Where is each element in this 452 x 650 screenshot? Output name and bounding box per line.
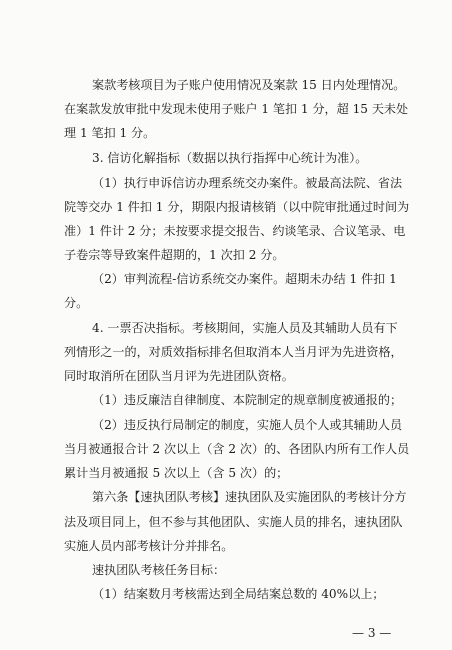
paragraph-line: 3. 信访化解指标（数据以执行指挥中心统计为准）。 (92, 151, 368, 165)
paragraph-line: 理 1 笔扣 1 分。 (64, 126, 156, 140)
paragraph-line: 同时取消所在团队当月评为先进团队资格。 (64, 369, 294, 383)
paragraph-line: 准）1 件计 2 分；未按要求提交报告、约谈笔录、合议笔录、电 (64, 224, 406, 238)
paragraph-line: 分。 (64, 296, 89, 310)
paragraph-line: 当月被通报合计 2 次以上（含 2 次）的、各团队内所有工作人员 (64, 442, 410, 456)
paragraph-line: 实施人员内部考核计分并排名。 (64, 539, 234, 553)
paragraph-line: 累计当月被通报 5 次以上（含 5 次）的； (64, 466, 289, 480)
paragraph-line: （1）结案数月考核需达到全局结案总数的 40%以上； (92, 587, 385, 601)
paragraph-line: （2）违反执行局制定的制度，实施人员个人或其辅助人员 (92, 418, 403, 432)
paragraph-line: 速执团队考核任务目标： (92, 563, 226, 577)
paragraph-line: （1）执行申诉信访办理系统交办案件。被最高法院、省法 (92, 176, 403, 190)
paragraph-line: 4. 一票否决指标。考核期间，实施人员及其辅助人员有下 (92, 321, 398, 335)
paragraph-line: 院等交办 1 件扣 1 分，期限内报请核销（以中院审批通过时间为 (64, 200, 410, 214)
paragraph-line: 第六条【速执团队考核】速执团队及实施团队的考核计分方 (92, 490, 407, 504)
paragraph-line: 子卷宗等导致案件超期的，1 次扣 2 分。 (64, 248, 285, 262)
paragraph-line: 法及项目同上，但不参与其他团队、实施人员的排名，速执团队 (64, 515, 403, 529)
paragraph-line: 在案款发放审批中发现未使用子账户 1 笔扣 1 分，超 15 天未处 (64, 102, 409, 116)
page-number: — 3 — (352, 626, 392, 640)
paragraph-line: （1）违反廉洁自律制度、本院制定的规章制度被通报的； (92, 393, 403, 407)
paragraph-line: 列情形之一的，对质效指标排名但取消本人当月评为先进资格， (64, 345, 403, 359)
paragraph-line: （2）审判流程-信访系统交办案件。超期未办结 1 件扣 1 (92, 272, 397, 286)
paragraph-line: 案款考核项目为子账户使用情况及案款 15 日内处理情况。 (92, 78, 406, 92)
